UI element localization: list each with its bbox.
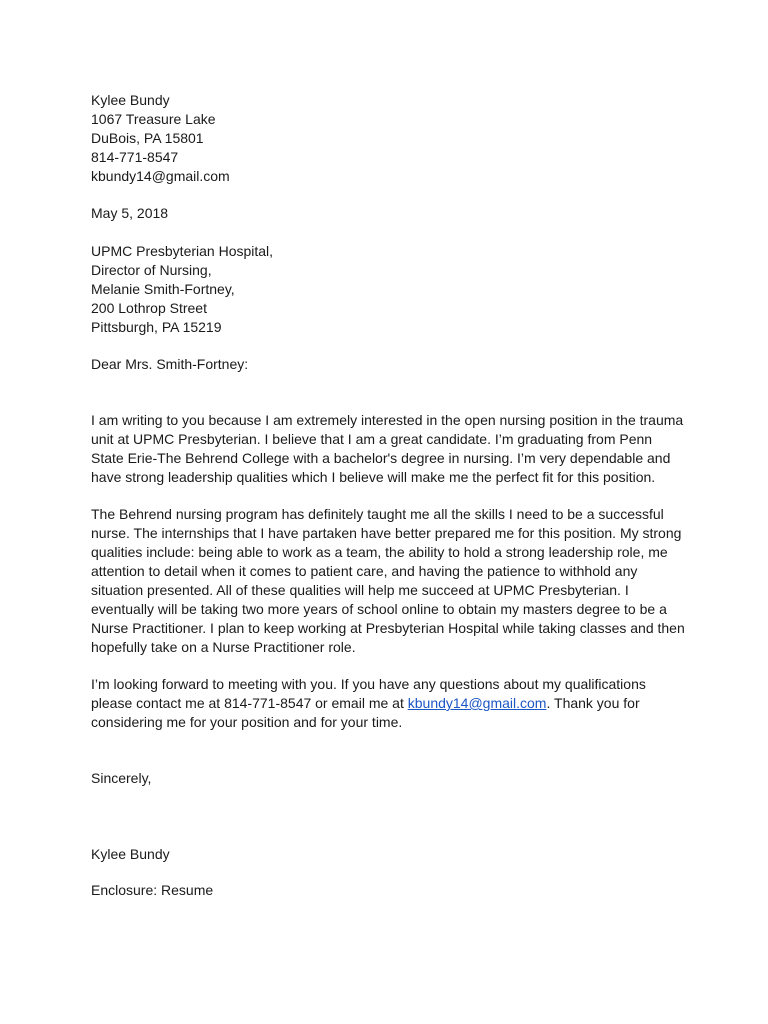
sender-city: DuBois, PA 15801	[91, 130, 204, 146]
paragraph2-line: The Behrend nursing program has definitely taught me all the skills I need to be a successful	[91, 506, 664, 522]
paragraph2-line: qualities include: being able to work as a team, the ability to hold a strong leadership role, me	[91, 544, 668, 560]
recipient-name: Melanie Smith-Fortney,	[91, 281, 235, 297]
closing: Sincerely,	[91, 770, 152, 786]
sender-name: Kylee Bundy	[91, 92, 170, 108]
paragraph2-line: Nurse Practitioner. I plan to keep working at Presbyterian Hospital while taking classes and then	[91, 620, 685, 636]
signature-name: Kylee Bundy	[91, 846, 170, 862]
recipient-organization: UPMC Presbyterian Hospital,	[91, 243, 274, 259]
paragraph3-line	[91, 694, 640, 713]
sender-street: 1067 Treasure Lake	[91, 111, 216, 127]
sender-phone: 814-771-8547	[91, 149, 179, 165]
recipient-title: Director of Nursing,	[91, 262, 212, 278]
paragraph2-line: hopefully take on a Nurse Practitioner role.	[91, 639, 356, 655]
paragraph3-line: considering me for your position and for your time.	[91, 714, 403, 730]
enclosure-note: Enclosure: Resume	[91, 882, 214, 898]
recipient-city: Pittsburgh, PA 15219	[91, 319, 222, 335]
paragraph1-line: State Erie-The Behrend College with a bachelor's degree in nursing. I’m very dependable and	[91, 450, 671, 466]
paragraph1-line: I am writing to you because I am extremely interested in the open nursing position in the trauma	[91, 412, 684, 428]
sender-email: kbundy14@gmail.com	[91, 168, 230, 184]
paragraph2-line: eventually will be taking two more years of school online to obtain my masters degree to be a	[91, 601, 667, 617]
salutation: Dear Mrs. Smith-Fortney:	[91, 356, 249, 372]
recipient-street: 200 Lothrop Street	[91, 300, 207, 316]
email-link[interactable]: kbundy14@gmail.com	[407, 695, 547, 711]
paragraph1-line: have strong leadership qualities which I believe will make me the perfect fit for this position.	[91, 469, 656, 485]
paragraph2-line: situation presented. All of these qualities will help me succeed at UPMC Presbyterian. I	[91, 582, 629, 598]
paragraph3-line: I’m looking forward to meeting with you. If you have any questions about my qualifications	[91, 676, 646, 692]
letter-date: May 5, 2018	[91, 205, 169, 221]
paragraph2-line: attention to detail when it comes to patient care, and having the patience to withhold any	[91, 563, 638, 579]
paragraph2-line: nurse. The internships that I have partaken have better prepared me for this position. My strong	[91, 525, 682, 541]
paragraph3-text: . Thank you for	[546, 695, 640, 711]
paragraph3-text: please contact me at 814-771-8547 or email me at	[91, 695, 408, 711]
paragraph1-line: unit at UPMC Presbyterian. I believe that I am a great candidate. I’m graduating from Penn	[91, 431, 653, 447]
